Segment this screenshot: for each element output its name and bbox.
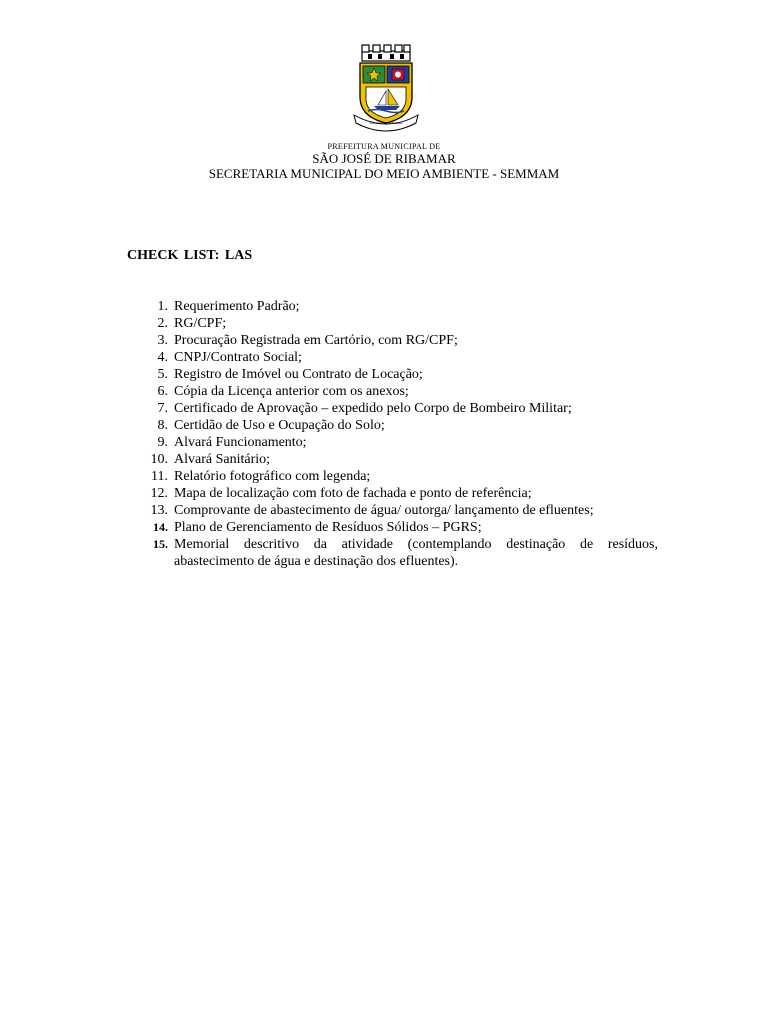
checklist — [0, 298, 768, 570]
checklist-title: CHECK LIST: LAS — [127, 248, 253, 263]
crown — [362, 45, 410, 61]
item-number: 3. — [157, 333, 168, 348]
item-number: 2. — [157, 316, 168, 331]
item-number: 14. — [153, 520, 168, 534]
item-number: 15. — [153, 537, 168, 551]
item-text: Certidão de Uso e Ocupação do Solo; — [174, 418, 385, 433]
item-number: 5. — [157, 367, 168, 382]
item-text: Comprovante de abastecimento de água/ outorga/ lançamento de efluentes; — [174, 503, 594, 518]
item-text: Certificado de Aprovação – expedido pelo Corpo de Bombeiro Militar; — [174, 401, 572, 416]
list-item — [0, 400, 768, 417]
list-item — [0, 383, 768, 400]
item-text: Relatório fotográfico com legenda; — [174, 469, 371, 484]
item-text: Requerimento Padrão; — [174, 299, 300, 314]
list-item — [0, 332, 768, 349]
header-prefeitura: PREFEITURA MUNICIPAL DE — [327, 142, 441, 151]
header-city: SÃO JOSÉ DE RIBAMAR — [312, 151, 456, 166]
item-text: Procuração Registrada em Cartório, com RG/CPF; — [174, 333, 458, 348]
list-item — [0, 315, 768, 332]
item-text: Memorial descritivo da atividade (contemplando destinação de resíduos, abastecimento de água e destinação dos efluentes). — [174, 537, 658, 569]
item-number: 8. — [157, 418, 168, 433]
item-number: 10. — [150, 452, 168, 467]
item-text: Alvará Funcionamento; — [174, 435, 307, 450]
item-number: 4. — [157, 350, 168, 365]
item-number: 12. — [150, 486, 168, 501]
list-item — [0, 417, 768, 434]
item-number: 1. — [157, 299, 168, 314]
item-text: Cópia da Licença anterior com os anexos; — [174, 384, 409, 399]
list-item — [0, 298, 768, 315]
item-text: RG/CPF; — [174, 316, 227, 331]
list-item — [0, 451, 768, 468]
item-text: Registro de Imóvel ou Contrato de Locação; — [174, 367, 423, 382]
list-item — [0, 366, 768, 383]
item-text: Plano de Gerenciamento de Resíduos Sólidos – PGRS; — [174, 520, 482, 535]
item-number: 9. — [157, 435, 168, 450]
item-number: 7. — [157, 401, 168, 416]
emblem-ribbon-text: SÃO JOSÉ DE RIBAMAR — [369, 121, 403, 125]
list-item — [0, 349, 768, 366]
coat-of-arms-icon — [350, 43, 422, 133]
list-item — [0, 434, 768, 451]
item-text: CNPJ/Contrato Social; — [174, 350, 302, 365]
item-number: 13. — [150, 503, 168, 518]
list-item — [0, 536, 768, 570]
item-number: 6. — [157, 384, 168, 399]
list-item — [0, 468, 768, 485]
list-item — [0, 519, 768, 536]
list-item — [0, 485, 768, 502]
list-item — [0, 502, 768, 519]
item-number: 11. — [151, 469, 168, 484]
item-text: Alvará Sanitário; — [174, 452, 271, 467]
item-text: Mapa de localização com foto de fachada e ponto de referência; — [174, 486, 532, 501]
header-secretaria: SECRETARIA MUNICIPAL DO MEIO AMBIENTE - SEMMAM — [208, 166, 560, 181]
